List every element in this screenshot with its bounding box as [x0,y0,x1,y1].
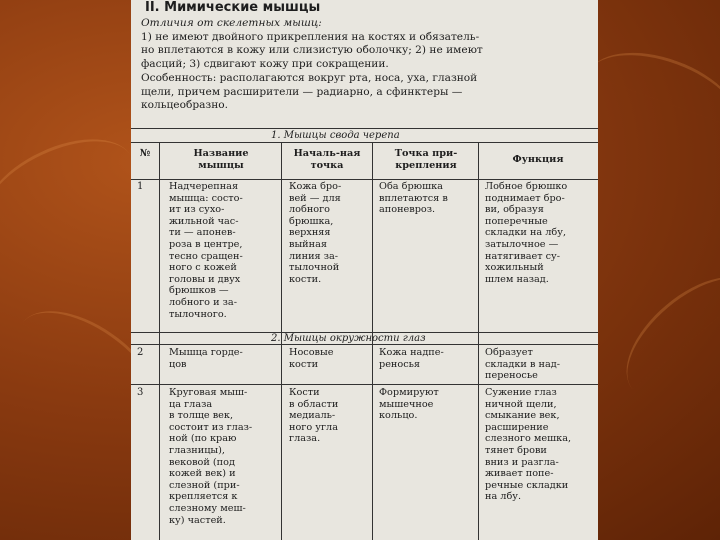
intro-line: Отличия от скелетных мышц: [141,17,322,29]
cell-name: Мышца горде- цов [169,347,243,370]
background-leaf-decoration [0,118,132,225]
cell-attach: Кожа надпе- реносья [379,347,444,370]
intro-line: 1) не имеют двойного прикрепления на костях и обязатель- [141,30,480,43]
cell-attach: Формируют мышечное кольцо. [379,387,439,422]
table-column-rule [159,142,160,540]
intro-line: щели, причем расширители — радиарно, а сфинктеры — [141,85,463,98]
background-leaf-decoration [587,34,720,129]
cell-start: Кости в области медиаль- ного угла глаза. [289,387,339,445]
row-number: 1 [137,181,144,192]
cell-function: Образует складки в над- переносье [485,347,560,382]
cell-attach: Оба брюшка вплетаются в апоневроз. [379,181,448,216]
row-number: 2 [137,347,144,358]
table-column-rule [478,142,479,540]
table-rule [131,142,598,143]
intro-text [141,17,596,113]
document-page [131,0,598,540]
cell-function: Сужение глаз ничной щели, смыкание век, расширение слезного мешка, тянет брови вниз и разгла- живает попе- речные складки на лбу. [485,387,572,503]
table-rule [131,179,598,180]
table-rule [131,384,598,385]
cell-name: Круговая мыш- ца глаза в толще век, состоит из глаз- ной (по краю глазницы), вековой (под кожей век) и слезной (при- крепляется к слезному меш- ку) частей. [169,387,253,526]
cell-name: Надчерепная мышца: состо- ит из сухо- жильной час- ти — апонев- роза в центре, тесно сращен- ного с кожей головы и двух брюшков — лобного и за- тылочного. [169,181,243,320]
cell-function: Лобное брюшко поднимает бро- ви, образуя поперечные складки на лбу, затылочное — натягивает су- хожильный шлем назад. [485,181,568,285]
intro-line: но вплетаются в кожу или слизистую оболочку; 2) не имеют [141,44,483,57]
cell-start: Носовые кости [289,347,334,370]
header-number: № [139,148,151,159]
cell-start: Кожа бро- вей — для лобного брюшка, верхняя выйная линия за- тылочной кости. [289,181,342,285]
header-function: Функция [512,154,564,165]
header-start: Началь-ная точка [293,148,361,171]
page-title: II. Мимические мышцы [145,0,321,15]
header-name: Название мышцы [193,148,249,171]
muscle-table [131,128,598,540]
background-leaf-decoration [605,254,720,390]
header-attach: Точка при-крепления [394,148,458,171]
intro-line: Особенность: располагаются вокруг рта, носа, уха, глазной [141,71,478,84]
table-rule [131,128,598,129]
intro-line: фасций; 3) сдвигают кожу при сокращении. [141,58,389,71]
section-heading-2: 2. Мышцы окружности глаз [271,333,426,344]
intro-line: кольцеобразно. [141,99,229,112]
row-number: 3 [137,387,144,398]
section-heading-1: 1. Мышцы свода черепа [271,130,400,141]
